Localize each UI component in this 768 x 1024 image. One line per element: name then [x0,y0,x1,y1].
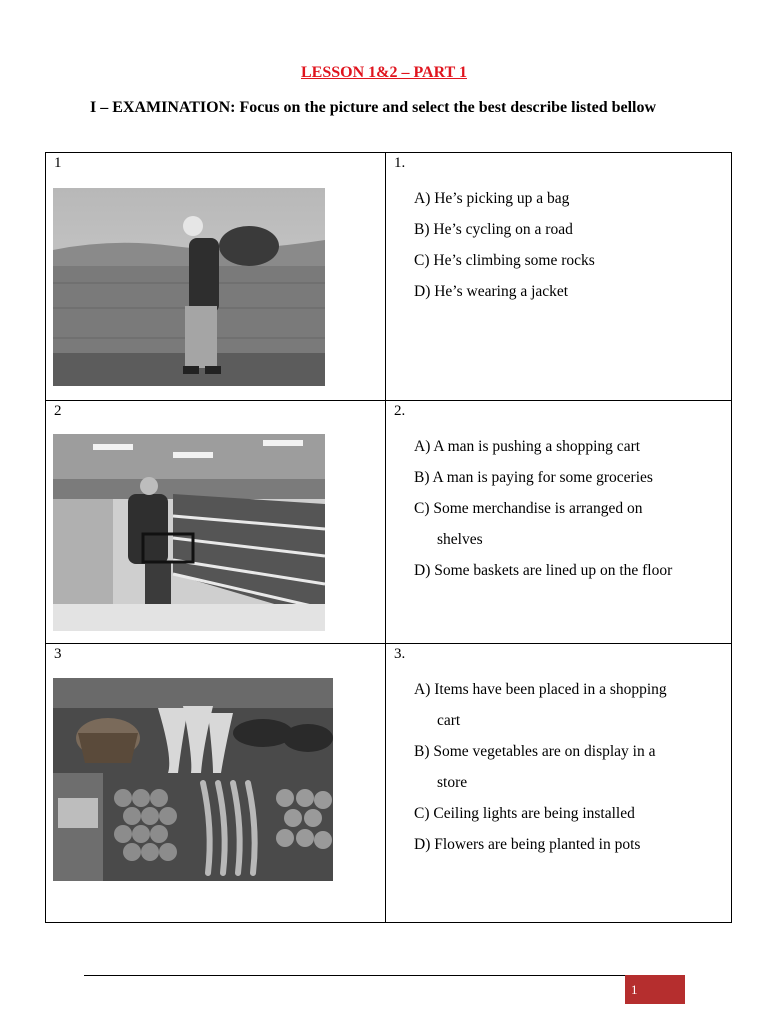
answer-options-1 [414,183,724,307]
footer-divider [84,975,625,976]
question-row-1 [46,153,732,401]
option-a[interactable]: A) A man is pushing a shopping cart [414,438,641,455]
option-c[interactable]: C) Ceiling lights are being installed [414,805,635,822]
picture-cell-3 [46,644,386,923]
picture-cell-1 [46,153,386,401]
picture-cell-2 [46,401,386,644]
option-b[interactable]: B) He’s cycling on a road [414,221,573,238]
option-d[interactable]: D) Flowers are being planted in pots [414,836,641,853]
picture-number: 2 [54,403,62,419]
answer-options-3 [414,674,724,860]
options-cell-2 [386,401,732,644]
options-cell-3 [386,644,732,923]
option-d[interactable]: D) He’s wearing a jacket [414,283,569,300]
option-b[interactable]: B) A man is paying for some groceries [414,469,653,486]
option-d[interactable]: D) Some baskets are lined up on the floor [414,562,673,579]
picture-number: 3 [54,646,62,662]
option-c[interactable]: C) He’s climbing some rocks [414,252,595,269]
man-carrying-sack-photo [53,188,325,386]
lesson-title: LESSON 1&2 – PART 1 [301,64,467,81]
option-a[interactable]: A) Items have been placed in a shopping cart [414,681,667,729]
question-number: 2. [394,403,406,419]
vegetable-display-photo [53,678,333,881]
question-row-3 [46,644,732,923]
question-number: 1. [394,155,406,171]
page-number-badge: 1 [625,975,685,1004]
option-c[interactable]: C) Some merchandise is arranged on shelves [414,500,643,548]
instruction-text: I – EXAMINATION: Focus on the picture and select the best describe listed bellow [90,99,657,116]
answer-options-2 [414,431,724,586]
options-cell-1 [386,153,732,401]
question-number: 3. [394,646,406,662]
question-row-2 [46,401,732,644]
option-a[interactable]: A) He’s picking up a bag [414,190,570,207]
man-in-grocery-store-photo [53,434,325,631]
picture-number: 1 [54,155,62,171]
option-b[interactable]: B) Some vegetables are on display in a store [414,743,656,791]
question-table [45,152,732,923]
